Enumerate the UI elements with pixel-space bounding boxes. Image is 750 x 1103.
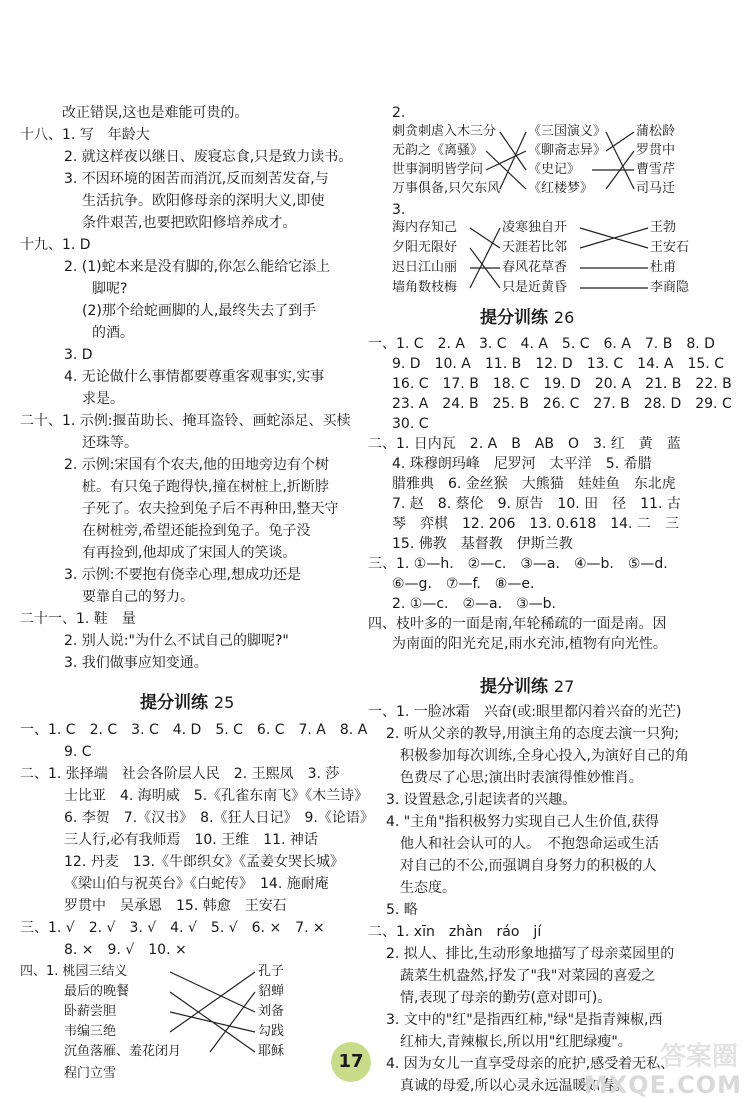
text-line: 23. A 24. B 25. B 26. C 27. B 28. D 29. C xyxy=(392,396,732,412)
match-left-item: 沉鱼落雁、羞花闭月 xyxy=(64,1044,182,1059)
text-line: 《梁山伯与祝英台》《白蛇传》 14. 施耐庵 xyxy=(64,876,329,892)
text-line: 2. (1)蛇本来是没有脚的,你怎么能给它添上 xyxy=(64,259,331,275)
match-left-item: 世事洞明皆学问 xyxy=(392,162,484,177)
match-right-item: 貂蝉 xyxy=(258,984,285,999)
match-center-item: 凌寒独自开 xyxy=(502,220,568,235)
text-line: 琴 弈棋 12. 206 13. 0.618 14. 二 三 xyxy=(392,516,679,532)
text-line: 3. D xyxy=(64,347,93,363)
text-line: 还珠等。 xyxy=(82,435,138,451)
text-line: 一、1. C 2. A 3. C 4. A 5. C 6. A 7. B 8. D xyxy=(368,336,715,352)
match-right-item: 杜甫 xyxy=(650,260,677,275)
page-number: 17 xyxy=(331,1042,371,1082)
text-line: 3. 我们做事应知变通。 xyxy=(64,655,208,671)
match-right-item: 司马迁 xyxy=(636,181,676,196)
match-left-item: 最后的晚餐 xyxy=(64,984,130,999)
text-line: 要靠自己的努力。 xyxy=(82,589,194,605)
text-line: 二十、1. 示例:揠苗助长、掩耳盗铃、画蛇添足、买椟 xyxy=(20,413,351,429)
section-title-25: 提分训练 25 xyxy=(140,693,235,713)
match-left-item: 卧薪尝胆 xyxy=(64,1004,117,1019)
text-line: 2. 拟人、排比,生动形象地描写了母亲菜园里的 xyxy=(386,946,675,962)
text-line: 一、1. 一脸冰霜 兴奋(或:眼里都闪着兴奋的光芒) xyxy=(368,704,682,720)
match-center-item: 《聊斋志异》 xyxy=(528,143,607,158)
text-line: 三人行,必有我师焉 10. 王维 11. 神话 xyxy=(64,832,318,848)
text-line: 生态度。 xyxy=(400,880,456,896)
match-center-item: 《三国演义》 xyxy=(528,124,607,139)
text-line: 在树桩旁,希望还能捡到兔子。兔子没 xyxy=(82,523,311,539)
text-line: 士比亚 4. 海明威 5.《孔雀东南飞》《木兰诗》 xyxy=(64,788,369,804)
match-left-item: 墙角数枝梅 xyxy=(392,280,458,295)
match-right-item: 蒲松龄 xyxy=(636,124,676,139)
text-line: 2. 示例:宋国有个农夫,他的田地旁边有个树 xyxy=(64,457,329,473)
section-title-27: 提分训练 27 xyxy=(480,677,575,697)
match-right-item: 罗贯中 xyxy=(636,143,676,158)
match-left-item: 无韵之《离骚》 xyxy=(392,143,484,158)
text-line: 积极参加每次训练,全身心投入,为演好自己的角 xyxy=(400,748,689,764)
text-line: 9. C xyxy=(64,744,92,760)
text-line: 红柿大,青辣椒长,所以用"红肥绿瘦"。 xyxy=(400,1034,632,1050)
text-line: 12. 丹麦 13.《牛郎织女》《孟姜女哭长城》 xyxy=(64,854,344,870)
match-left-item: 程门立雪 xyxy=(64,1066,117,1081)
text-line: 脚呢? xyxy=(92,281,128,297)
text-line: 三、1. ①—h. ②—c. ③—a. ④—b. ⑤—d. xyxy=(368,556,668,572)
text-line: 4. 因为女儿一直享受母亲的庇护,感受着无私、 xyxy=(386,1056,675,1072)
text-line: 6. 李贺 7.《汉书》 8.《狂人日记》 9.《论语》 xyxy=(64,810,374,826)
section-title-26: 提分训练 26 xyxy=(480,308,575,328)
text-line: 9. D 10. A 11. B 12. D 13. C 14. A 15. C xyxy=(392,356,724,372)
text-line: 四、枝叶多的一面是南,年轮稀疏的一面是南。因 xyxy=(368,616,667,632)
text-line: 罗贯中 吴承恩 15. 韩愈 王安石 xyxy=(64,898,287,914)
text-line: 的酒。 xyxy=(92,325,134,341)
match-center-item: 天涯若比邻 xyxy=(502,240,568,255)
text-line: 二十一、1. 鞋 量 xyxy=(20,611,136,627)
text-line: 30. C xyxy=(392,416,429,432)
text-line: 真诚的母爱,所以心灵永远温暖如春。 xyxy=(400,1078,629,1094)
text-line: 子死了。农夫捡到兔子后不再种田,整天守 xyxy=(82,501,339,517)
text-line: 他人和社会认可的人。 不抱怨命运或生活 xyxy=(400,836,659,852)
text-line: 2. 就这样夜以继日、废寝忘食,只是致力读书。 xyxy=(64,149,353,165)
match-left-item: 韦编三绝 xyxy=(64,1024,117,1039)
text-line: 二、1. xīn zhàn ráo jí xyxy=(368,924,542,940)
text-line: 2. 别人说:"为什么不试自己的脚呢?" xyxy=(64,633,289,649)
text-line: 2. xyxy=(392,105,406,121)
text-line: 5. 略 xyxy=(386,902,418,918)
match-right-item: 王安石 xyxy=(650,240,690,255)
text-line: 条件艰苦,也要把欧阳修培养成才。 xyxy=(82,215,297,231)
match-center-item: 《史记》 xyxy=(528,162,581,177)
match-left-item: 刺贪刺虐入木三分 xyxy=(392,124,497,139)
text-line: 8. × 9. √ 10. × xyxy=(64,942,187,958)
text-line: 色费尽了心思;演出时表演得惟妙惟肖。 xyxy=(400,770,643,786)
match-right-item: 勾践 xyxy=(258,1024,285,1039)
match-left-item: 万事俱备,只欠东风 xyxy=(392,181,501,196)
text-line: 为南面的阳光充足,雨水充沛,植物有向光性。 xyxy=(392,636,667,652)
text-line: 十八、1. 写 年龄大 xyxy=(20,127,150,143)
match-left-item: 海内存知己 xyxy=(392,220,458,235)
text-line: 3. 不因环境的困苦而消沉,反而刻苦发奋,与 xyxy=(64,171,329,187)
match-right-item: 曹雪芹 xyxy=(636,162,676,177)
text-line: 生活抗争。欧阳修母亲的深明大义,即使 xyxy=(82,193,325,209)
watermark-logo: 答案圈 xyxy=(659,1042,738,1072)
match-right-item: 李商隐 xyxy=(650,280,690,295)
match-left-item: 夕阳无限好 xyxy=(392,240,458,255)
text-line: (2)那个给蛇画脚的人,最终失去了到手 xyxy=(82,303,317,319)
text-line: 2. ①—c. ②—a. ③—b. xyxy=(392,596,556,612)
match-center-item: 春风花草香 xyxy=(502,260,568,275)
match-right-item: 刘备 xyxy=(258,1004,285,1019)
text-line: 求是。 xyxy=(82,391,124,407)
text-line: 2. 听从父亲的教导,用演主角的态度去演一只狗; xyxy=(386,726,679,742)
text-line: 3. 文中的"红"是指西红柿,"绿"是指青辣椒,西 xyxy=(386,1012,663,1028)
text-line: 蔬菜生机盎然,抒发了"我"对菜园的喜爱之 xyxy=(400,968,656,984)
text-line: 有再捡到,他却成了宋国人的笑谈。 xyxy=(82,545,297,561)
text-line: 16. C 17. B 18. C 19. D 20. A 21. B 22. B xyxy=(392,376,732,392)
text-line: 十九、1. D xyxy=(20,237,91,253)
text-line: 三、1. √ 2. √ 3. √ 4. √ 5. √ 6. × 7. × xyxy=(20,920,325,936)
text-line: 情,表现了母亲的勤劳(意对即可)。 xyxy=(400,990,612,1006)
match-right-item: 孔子 xyxy=(258,964,285,979)
text-line: ⑥—g. ⑦—f. ⑧—e. xyxy=(392,576,535,592)
text-line: 4. 珠穆朗玛峰 尼罗河 太平洋 5. 希腊 xyxy=(392,456,652,472)
watermark: MXQE.COM xyxy=(583,1071,742,1099)
text-line: 一、1. C 2. C 3. C 4. D 5. C 6. C 7. A 8. A xyxy=(20,722,368,738)
match-left-item: 四、1. 桃园三结义 xyxy=(20,964,128,979)
text-line: 3. 设置悬念,引起读者的兴趣。 xyxy=(386,792,577,808)
text-line: 腊雅典 6. 金丝猴 大熊猫 娃娃鱼 东北虎 xyxy=(392,476,676,492)
text-line: 二、1. 张择端 社会各阶层人民 2. 王熙凤 3. 莎 xyxy=(20,766,340,782)
match-right-item: 王勃 xyxy=(650,220,677,235)
text-line: 二、1. 日内瓦 2. A B AB O 3. 红 黄 蓝 xyxy=(368,436,681,452)
text-line: 改正错误,这也是难能可贵的。 xyxy=(62,105,249,121)
match-right-item: 耶稣 xyxy=(258,1044,285,1059)
match-center-item: 《红楼梦》 xyxy=(528,181,594,196)
text-line: 4. 无论做什么事情都要尊重客观事实,实事 xyxy=(64,369,325,385)
text-line: 15. 佛教 基督教 伊斯兰教 xyxy=(392,536,573,552)
text-line: 4. "主角"指积极努力实现自己人生价值,获得 xyxy=(386,814,660,830)
text-line: 对自己的不公,而强调自身努力的积极的人 xyxy=(400,858,657,874)
text-line: 桩。有只兔子跑得快,撞在树桩上,折断脖 xyxy=(82,479,329,495)
match-center-item: 只是近黄昏 xyxy=(502,280,568,295)
match-left-item: 迟日江山丽 xyxy=(392,260,458,275)
text-line: 7. 赵 8. 蔡伦 9. 原告 10. 田 径 11. 古 xyxy=(392,496,681,512)
text-line: 3. xyxy=(392,202,406,218)
text-line: 3. 示例:不要抱有侥幸心理,想成功还是 xyxy=(64,567,301,583)
